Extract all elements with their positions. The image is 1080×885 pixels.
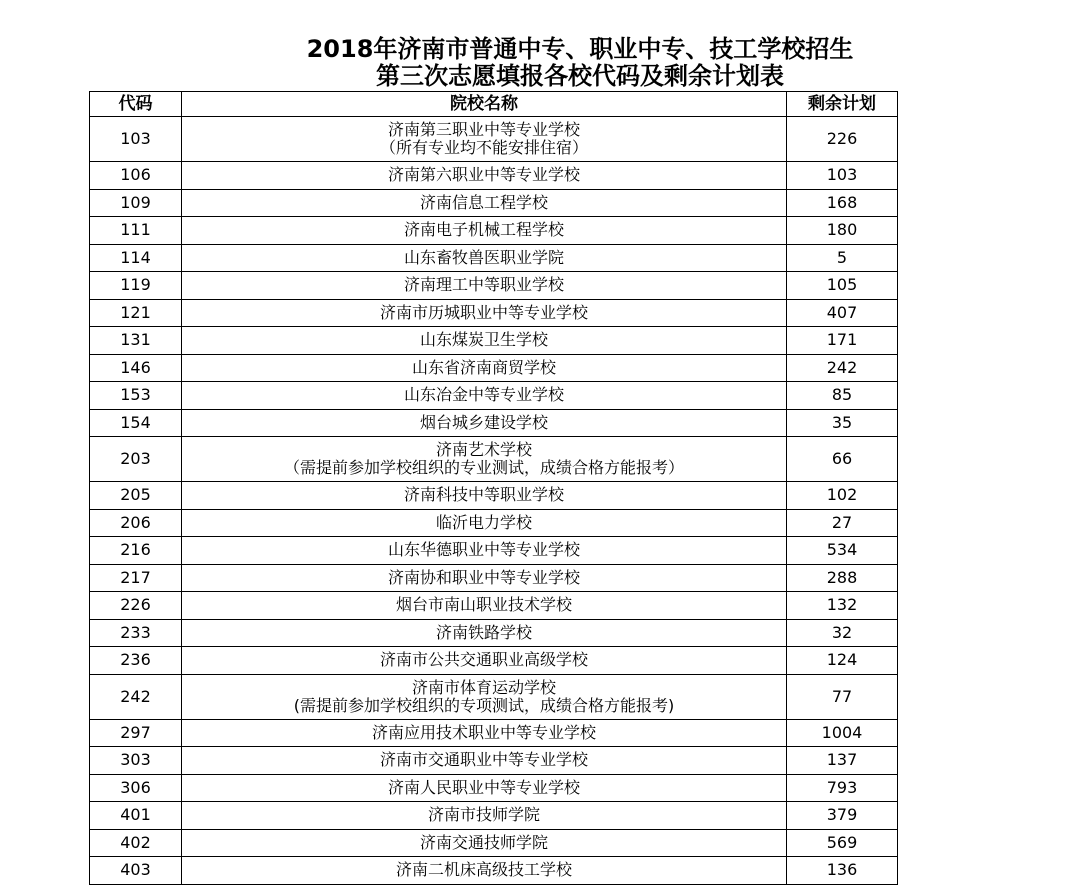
school-name: 济南市体育运动学校 bbox=[411, 677, 556, 697]
school-name-cell bbox=[182, 509, 787, 537]
school-note: （所有专业均不能安排住宿） bbox=[379, 138, 588, 157]
school-code-cell: 217 bbox=[90, 564, 182, 592]
header-remaining: 剩余计划 bbox=[787, 92, 898, 117]
table-row bbox=[90, 674, 898, 719]
school-name-cell bbox=[182, 437, 787, 482]
school-name: 济南电子机械工程学校 bbox=[403, 220, 564, 240]
school-code-cell: 111 bbox=[90, 217, 182, 245]
school-name: 济南协和职业中等专业学校 bbox=[387, 567, 580, 587]
remaining-plan-cell: 77 bbox=[787, 674, 898, 719]
school-name: 济南理工中等职业学校 bbox=[403, 275, 564, 295]
school-name: 烟台市南山职业技术学校 bbox=[395, 595, 572, 615]
school-name-cell bbox=[182, 117, 787, 162]
school-code-cell: 236 bbox=[90, 647, 182, 675]
remaining-plan-cell: 102 bbox=[787, 482, 898, 510]
school-name: 济南人民职业中等专业学校 bbox=[387, 777, 580, 797]
remaining-plan-cell: 85 bbox=[787, 382, 898, 410]
table-row bbox=[90, 382, 898, 410]
school-name-cell bbox=[182, 382, 787, 410]
school-code-cell: 131 bbox=[90, 327, 182, 355]
table-body bbox=[90, 117, 898, 885]
table-row bbox=[90, 619, 898, 647]
school-name-cell bbox=[182, 674, 787, 719]
remaining-plan-cell: 32 bbox=[787, 619, 898, 647]
school-name-cell bbox=[182, 482, 787, 510]
school-name-cell bbox=[182, 162, 787, 190]
school-code-cell: 297 bbox=[90, 719, 182, 747]
document-title-line-2: 第三次志愿填报各校代码及剩余计划表 bbox=[376, 62, 784, 90]
school-code-cell: 233 bbox=[90, 619, 182, 647]
school-name-cell bbox=[182, 857, 787, 885]
school-name-cell bbox=[182, 189, 787, 217]
remaining-plan-cell: 137 bbox=[787, 747, 898, 775]
school-name: 济南市交通职业中等专业学校 bbox=[379, 750, 588, 770]
school-code-cell: 306 bbox=[90, 774, 182, 802]
school-name: 烟台城乡建设学校 bbox=[419, 412, 548, 432]
remaining-plan-cell: 288 bbox=[787, 564, 898, 592]
remaining-plan-cell: 103 bbox=[787, 162, 898, 190]
remaining-plan-cell: 242 bbox=[787, 354, 898, 382]
school-name: 济南第六职业中等专业学校 bbox=[387, 165, 580, 185]
school-name-cell bbox=[182, 354, 787, 382]
table-row bbox=[90, 354, 898, 382]
remaining-plan-cell: 1004 bbox=[787, 719, 898, 747]
school-name-cell bbox=[182, 217, 787, 245]
school-code-cell: 154 bbox=[90, 409, 182, 437]
school-note: (需提前参加学校组织的专项测试，成绩合格方能报考) bbox=[293, 695, 675, 715]
school-name-cell bbox=[182, 299, 787, 327]
school-code-cell: 114 bbox=[90, 244, 182, 272]
remaining-plan-cell: 379 bbox=[787, 802, 898, 830]
table-row bbox=[90, 272, 898, 300]
remaining-plan-cell: 569 bbox=[787, 829, 898, 857]
school-code-cell: 106 bbox=[90, 162, 182, 190]
remaining-plan-cell: 132 bbox=[787, 592, 898, 620]
school-name: 山东华德职业中等专业学校 bbox=[387, 540, 580, 560]
school-code-cell: 121 bbox=[90, 299, 182, 327]
table-row bbox=[90, 564, 898, 592]
school-name: 济南科技中等职业学校 bbox=[403, 485, 564, 505]
header-code: 代码 bbox=[90, 92, 182, 117]
remaining-plan-cell: 124 bbox=[787, 647, 898, 675]
school-code-cell: 203 bbox=[90, 437, 182, 482]
table-row bbox=[90, 829, 898, 857]
school-code-cell: 226 bbox=[90, 592, 182, 620]
school-name: 济南市历城职业中等专业学校 bbox=[379, 302, 588, 322]
school-name-cell bbox=[182, 719, 787, 747]
table-header-row bbox=[90, 92, 898, 117]
remaining-plan-cell: 534 bbox=[787, 537, 898, 565]
table-row bbox=[90, 747, 898, 775]
school-name: 济南市公共交通职业高级学校 bbox=[379, 650, 588, 670]
remaining-plan-cell: 5 bbox=[787, 244, 898, 272]
remaining-plan-cell: 407 bbox=[787, 299, 898, 327]
school-name: 济南艺术学校 bbox=[435, 440, 532, 459]
school-name-cell bbox=[182, 272, 787, 300]
header-school-name: 院校名称 bbox=[182, 92, 787, 117]
table-row bbox=[90, 592, 898, 620]
table-row bbox=[90, 647, 898, 675]
table-row bbox=[90, 802, 898, 830]
remaining-plan-cell: 171 bbox=[787, 327, 898, 355]
remaining-plan-cell: 35 bbox=[787, 409, 898, 437]
table-row bbox=[90, 437, 898, 482]
school-code-cell: 216 bbox=[90, 537, 182, 565]
school-name: 济南交通技师学院 bbox=[419, 832, 548, 852]
school-note: （需提前参加学校组织的专业测试，成绩合格方能报考） bbox=[283, 458, 684, 477]
remaining-plan-cell: 66 bbox=[787, 437, 898, 482]
school-name-cell bbox=[182, 829, 787, 857]
table-row bbox=[90, 217, 898, 245]
school-name: 山东冶金中等专业学校 bbox=[403, 385, 564, 405]
table-row bbox=[90, 409, 898, 437]
school-name: 济南应用技术职业中等专业学校 bbox=[371, 722, 596, 742]
remaining-plan-cell: 168 bbox=[787, 189, 898, 217]
school-code-cell: 109 bbox=[90, 189, 182, 217]
school-code-cell: 146 bbox=[90, 354, 182, 382]
school-code-cell: 303 bbox=[90, 747, 182, 775]
school-name: 济南市技师学院 bbox=[427, 805, 540, 825]
school-name: 临沂电力学校 bbox=[435, 512, 532, 532]
school-code-cell: 153 bbox=[90, 382, 182, 410]
table-row bbox=[90, 857, 898, 885]
table-row bbox=[90, 117, 898, 162]
school-name-cell bbox=[182, 564, 787, 592]
remaining-plan-cell: 27 bbox=[787, 509, 898, 537]
school-code-cell: 206 bbox=[90, 509, 182, 537]
school-code-cell: 402 bbox=[90, 829, 182, 857]
school-name-cell bbox=[182, 747, 787, 775]
school-name: 济南第三职业中等专业学校 bbox=[387, 120, 580, 139]
table-row bbox=[90, 719, 898, 747]
remaining-plan-cell: 136 bbox=[787, 857, 898, 885]
school-name-cell bbox=[182, 592, 787, 620]
table-row bbox=[90, 244, 898, 272]
school-name-cell bbox=[182, 327, 787, 355]
school-name: 济南二机床高级技工学校 bbox=[395, 860, 572, 880]
table-row bbox=[90, 299, 898, 327]
school-name-cell bbox=[182, 244, 787, 272]
table-row bbox=[90, 327, 898, 355]
school-name-cell bbox=[182, 619, 787, 647]
school-name-cell bbox=[182, 537, 787, 565]
school-name: 山东省济南商贸学校 bbox=[411, 357, 556, 377]
school-name-cell bbox=[182, 647, 787, 675]
table-row bbox=[90, 509, 898, 537]
document-title-line-1: 2018年济南市普通中专、职业中专、技工学校招生 bbox=[306, 35, 854, 63]
remaining-plan-table bbox=[89, 91, 898, 885]
school-name-cell bbox=[182, 802, 787, 830]
school-name: 济南信息工程学校 bbox=[419, 192, 548, 212]
school-code-cell: 401 bbox=[90, 802, 182, 830]
school-name-cell bbox=[182, 409, 787, 437]
table-row bbox=[90, 537, 898, 565]
remaining-plan-cell: 180 bbox=[787, 217, 898, 245]
school-code-cell: 242 bbox=[90, 674, 182, 719]
table-row bbox=[90, 774, 898, 802]
school-name-cell bbox=[182, 774, 787, 802]
school-name: 济南铁路学校 bbox=[435, 622, 532, 642]
remaining-plan-cell: 105 bbox=[787, 272, 898, 300]
table-row bbox=[90, 162, 898, 190]
school-name: 山东煤炭卫生学校 bbox=[419, 330, 548, 350]
school-code-cell: 119 bbox=[90, 272, 182, 300]
school-code-cell: 403 bbox=[90, 857, 182, 885]
table-row bbox=[90, 189, 898, 217]
school-code-cell: 205 bbox=[90, 482, 182, 510]
table-row bbox=[90, 482, 898, 510]
remaining-plan-cell: 226 bbox=[787, 117, 898, 162]
remaining-plan-cell: 793 bbox=[787, 774, 898, 802]
school-code-cell: 103 bbox=[90, 117, 182, 162]
school-name: 山东畜牧兽医职业学院 bbox=[403, 247, 564, 267]
